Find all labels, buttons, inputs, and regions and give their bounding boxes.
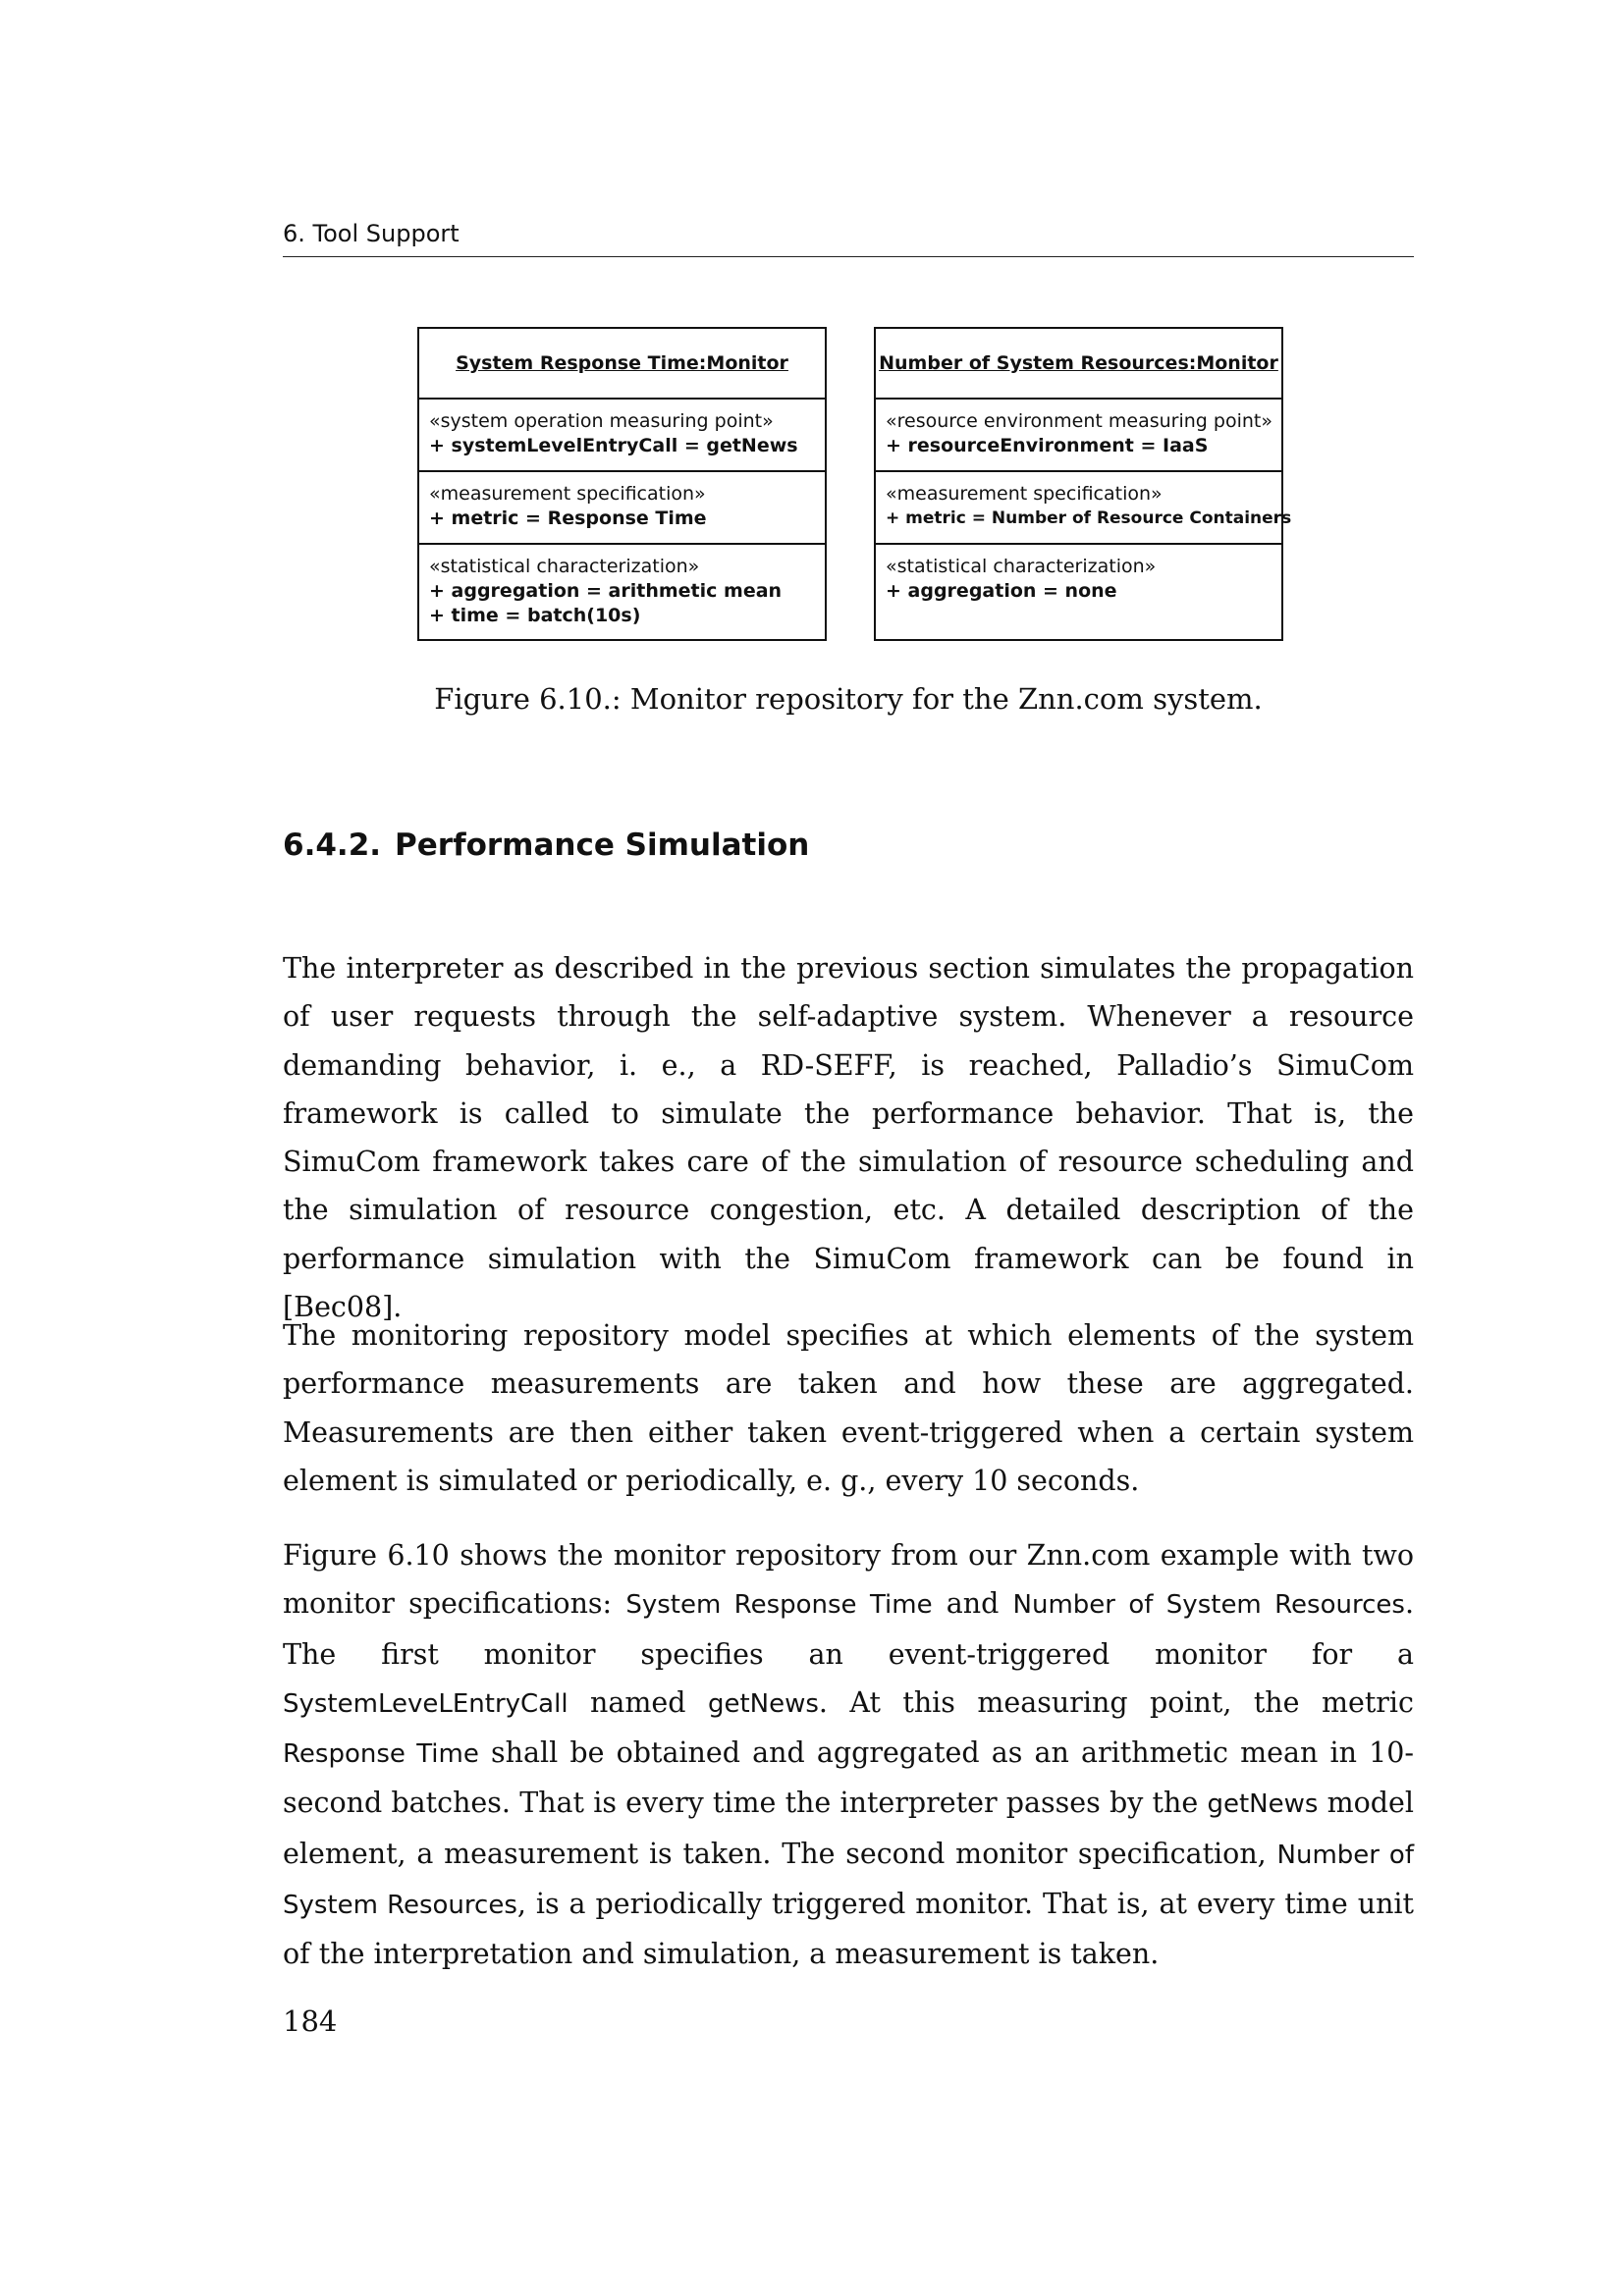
monitor-number-of-system-resources [874, 327, 1292, 641]
monitor-title: Number of System Resources:Monitor [876, 329, 1281, 400]
stereotype: «statistical characterization» [429, 556, 700, 577]
stereotype: «system operation measuring point» [429, 410, 774, 432]
attribute: + time = batch(10s) [429, 605, 641, 626]
paragraph: The interpreter as described in the previous section simulates the propagation of user requests through the self-adaptive system. Whenever a resource demanding behavior, i. e., a RD-SEFF, is reached, Palladio’s SimuCom framework is called to simulate the performance behavior. That is, the SimuCom framework takes care of the simulation of resource scheduling and the simulation of resource congestion, etc. A detailed description of the performance simulation with the SimuCom framework can be found in [Bec08]. [283, 952, 1414, 1324]
text-run: . The first monitor specifies an event-triggered monitor for a [283, 1587, 1414, 1671]
attribute: + metric = Response Time [429, 507, 707, 529]
text-run: , is a periodically triggered monitor. That is, at every time unit of the interpretation and simulation, a measurement is taken. [283, 1888, 1414, 1971]
monitor-system-response-time [417, 327, 827, 641]
figure-caption: Figure 6.10.: Monitor repository for the Znn.com system. [434, 682, 1263, 716]
section-title: Performance Simulation [395, 828, 810, 863]
stereotype: «resource environment measuring point» [886, 410, 1272, 432]
code-term: Response Time [283, 1739, 479, 1770]
monitor-title: System Response Time:Monitor [419, 329, 825, 400]
attribute: + aggregation = arithmetic mean [429, 580, 783, 602]
code-term: Number of System Resources [1012, 1590, 1405, 1621]
section-heading [283, 828, 809, 863]
code-term: System Response Time [625, 1590, 933, 1621]
code-term: getNews [1207, 1789, 1319, 1820]
attribute: + systemLevelEntryCall = getNews [429, 435, 798, 456]
stereotype: «measurement specification» [886, 483, 1163, 505]
monitor-section-measuring-point [419, 400, 825, 472]
monitor-section-measurement-spec [876, 472, 1292, 545]
text-run: Figure 6.10 shows the monitor repository from our Znn.com example with two monitor specifications: [283, 1539, 1414, 1621]
header-rule [283, 256, 1414, 257]
text-run: . At this measuring point, the metric [818, 1685, 1414, 1719]
text-run: model element, a measurement is taken. The second monitor specification, [283, 1787, 1415, 1870]
paragraph: The monitoring repository model specifies at which elements of the system performance measurements are taken and how these are aggregated. Measurements are then either taken event-triggered when a certain system element is simulated or periodically, e. g., every 10 seconds. [283, 1319, 1414, 1497]
section-number: 6.4.2. [283, 828, 382, 863]
stereotype: «measurement specification» [429, 483, 706, 505]
attribute: + metric = Number of Resource Containers [886, 508, 1292, 528]
text-run: and [932, 1587, 1013, 1621]
stereotype: «statistical characterization» [886, 556, 1157, 577]
running-header: 6. Tool Support [283, 220, 460, 247]
attribute: + resourceEnvironment = IaaS [886, 435, 1209, 456]
monitor-section-statistical [876, 545, 1281, 604]
monitor-section-statistical [419, 545, 825, 628]
code-term: Number of System Resources [283, 1840, 1414, 1921]
paragraph [283, 1531, 1414, 1979]
text-run: named [568, 1685, 708, 1719]
text-run: shall be obtained and aggregated as an arithmetic mean in 10-second batches. That is every time the interpreter passes by the [283, 1736, 1415, 1820]
page-number: 184 [283, 2004, 338, 2038]
monitor-section-measurement-spec [419, 472, 825, 545]
code-term: getNews [707, 1688, 819, 1719]
monitor-section-measuring-point [876, 400, 1281, 472]
code-term: SystemLeveLEntryCall [283, 1688, 568, 1719]
attribute: + aggregation = none [886, 580, 1117, 602]
